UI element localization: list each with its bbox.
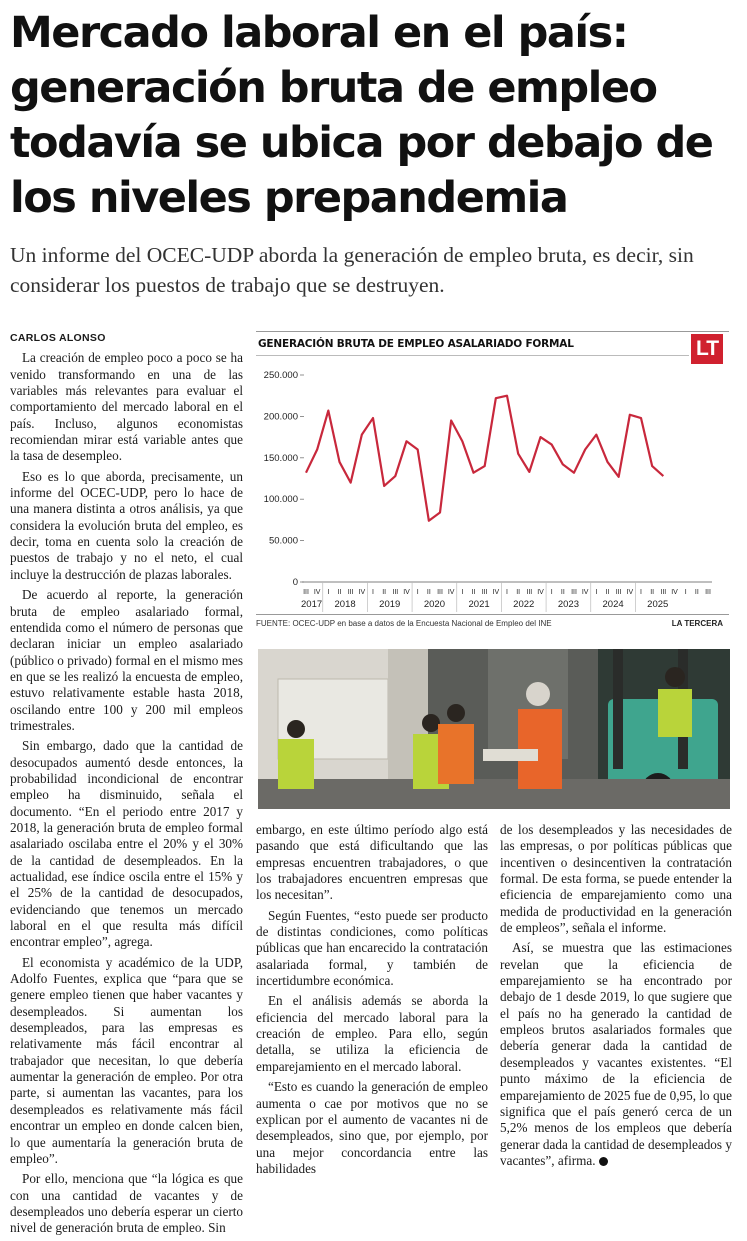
employment-chart <box>256 331 729 636</box>
paragraph: embargo, en este último período algo está pasando que está dificultando que las empresas encuentren trabajadores, o que los trabajadores encuentren empresas que los necesitan”. <box>256 822 488 903</box>
x-tick-label: IV <box>626 589 634 596</box>
x-tick-label: I <box>684 589 687 596</box>
chart-bottom-rule <box>256 614 729 615</box>
headline: Mercado laboral en el país: generación bruta de empleo todavía se ubica por debajo de los niveles prepandemia <box>10 8 713 223</box>
x-tick-label: III <box>347 589 354 596</box>
year-label: 2021 <box>468 599 490 610</box>
la-tercera-logo: LT <box>691 334 723 364</box>
x-tick-label: IV <box>492 589 500 596</box>
y-tick-label: 150.000 <box>263 452 298 464</box>
x-tick-label: II <box>382 589 387 596</box>
x-tick-label: III <box>481 589 488 596</box>
x-tick-label: II <box>605 589 610 596</box>
x-tick-label: I <box>595 589 598 596</box>
x-tick-label: IV <box>313 589 321 596</box>
x-tick-label: II <box>426 589 431 596</box>
chart-title: GENERACIÓN BRUTA DE EMPLEO ASALARIADO FORMAL <box>258 338 574 350</box>
x-tick-label: III <box>660 589 667 596</box>
byline: CARLOS ALONSO <box>10 332 106 344</box>
x-tick-label: III <box>392 589 399 596</box>
x-tick-label: II <box>694 589 699 596</box>
year-label: 2018 <box>334 599 356 610</box>
end-mark-icon: P <box>599 1157 608 1166</box>
chart-plot <box>256 331 729 616</box>
year-label: 2025 <box>647 599 669 610</box>
x-tick-label: I <box>506 589 508 596</box>
x-tick-label: IV <box>358 589 366 596</box>
x-tick-label: III <box>705 589 711 596</box>
x-tick-label: II <box>471 589 476 596</box>
x-tick-label: I <box>327 589 330 596</box>
article-column-3 <box>500 822 732 1173</box>
x-tick-label: IV <box>581 589 589 596</box>
y-tick-label: 250.000 <box>263 370 298 381</box>
x-tick-label: II <box>516 589 521 596</box>
series-line <box>306 396 663 521</box>
deck-subtitle: Un informe del OCEC-UDP aborda la generación de empleo bruta, es decir, sin considerar los puestos de trabajo que se destruyen. <box>10 243 694 297</box>
year-label: 2024 <box>602 599 624 610</box>
paragraph: “Esto es cuando la generación de empleo aumenta o cae por motivos que no se explican por el aumento de vacantes ni de desempleados, sino que, por ejemplo, por una mejor concordancia entre las habilidades <box>256 1079 488 1176</box>
paragraph: Sin embargo, dado que la cantidad de desocupados aumentó desde entonces, la probabilidad incondicional de encontrar empleo ha disminuido, señala el documento. “En el periodo entre 2017 y 2018, la generación bruta de empleo formal asalariado oscilaba entre el 20% y el 30% de la cantidad de desempleados. En la actualidad, ese índice oscila entre el 15% y el 25% de la cantidad de desocupados, evidenciando que tenemos un mercado laboral en el que resulta más difícil encontrar empleo”, agrega. <box>10 738 243 950</box>
x-tick-label: III <box>437 589 443 596</box>
year-label: 2020 <box>423 599 445 610</box>
paragraph: Eso es lo que aborda, precisamente, un informe del OCEC-UDP, pero lo hace de una manera distinta a otros análisis, ya que considera la evolución bruta del empleo, es decir, toma en cuenta solo la creación de puestos de trabajo y no el neto, el cual incluye la destrucción de plazas laborales. <box>10 468 243 582</box>
year-label: 2017 <box>301 599 323 610</box>
x-tick-label: I <box>640 589 642 596</box>
article-column-2 <box>256 822 488 1181</box>
x-tick-label: III <box>526 589 533 596</box>
paragraph: de los desempleados y las necesidades de las empresas, o por políticas públicas que incentiven o desincentiven la contratación formal. De esta forma, se puede entender la eficiencia de emparejamiento como una medida de productividad en la generación de empleos”, señala el informe. <box>500 822 732 936</box>
x-tick-label: I <box>550 589 553 596</box>
x-tick-label: IV <box>447 589 455 596</box>
x-tick-label: II <box>650 589 655 596</box>
paragraph: La creación de empleo poco a poco se ha venido transformando en una de las variables más relevantes para evaluar el comportamiento del mercado laboral en el país. Incluso, algunos economistas recomiendan mirar está variable antes que la tasa de desempleo. <box>10 350 243 464</box>
x-tick-label: IV <box>671 589 678 596</box>
year-label: 2019 <box>379 599 401 610</box>
y-tick-label: 0 <box>292 577 298 588</box>
x-tick-label: IV <box>537 589 544 596</box>
paragraph-text: Así, se muestra que las estimaciones revelan que la eficiencia de emparejamiento se ha encontrado por debajo de 1 desde 2019, lo que sugiere que el país no ha generado la cantidad de empleos brutos asalariados formales que debería generar dada la cantidad de desempleados y vacantes existentes. “El punto máximo de la eficiencia de emparejamiento de 2025 fue de 0,95, lo que significa que el país generó cerca de un 5,2% menos de los empleos que debería generar dada la cantidad de desempleados y vacantes”, afirma. <box>500 940 732 1168</box>
year-label: 2023 <box>557 599 579 610</box>
paragraph: De acuerdo al reporte, la generación bruta de empleo asalariado formal, entendida como el número de personas que declaran iniciar un empleo asalariado (público o privado) formal en el mismo mes en que se les realizó la encuesta de empleo, estuvo relativamente estable hasta 2018, oscilando entre 100 y 200 mil empleos trimestrales. <box>10 587 243 733</box>
paragraph <box>500 940 732 1169</box>
paragraph: En el análisis además se aborda la eficiencia del mercado laboral para la creación de empleo. Para ello, según detalla, se utiliza la eficiencia de emparejamiento en el mercado laboral. <box>256 993 488 1074</box>
x-tick-label: III <box>303 589 309 596</box>
x-tick-label: I <box>372 589 374 596</box>
y-tick-label: 200.000 <box>263 411 298 423</box>
workers-photo-image <box>258 649 730 809</box>
x-tick-label: IV <box>403 589 410 596</box>
chart-source: FUENTE: OCEC-UDP en base a datos de la Encuesta Nacional de Empleo del INE <box>256 619 552 628</box>
paragraph: Por ello, menciona que “la lógica es que con una cantidad de vacantes y de desempleados uno debería esperar un cierto nivel de generación bruta de empleo. Sin <box>10 1171 243 1236</box>
paragraph: El economista y académico de la UDP, Adolfo Fuentes, explica que “para que se genere empleo tienen que haber vacantes y desempleados. Si aumentan los desempleados, para las empresas es relativamente más fácil encontrar al trabajador que necesitan, lo que debería aumentar la generación de empleo. Por otra parte, si aumentan las vacantes, para los desempleados es relativamente más fácil encontrar un empleo en donde calcen bien, lo que aumentaría la generación bruta de empleo”. <box>10 954 243 1166</box>
x-tick-label: I <box>416 589 419 596</box>
x-tick-label: I <box>461 589 464 596</box>
y-tick-label: 100.000 <box>263 494 298 506</box>
x-tick-label: III <box>571 589 577 596</box>
y-tick-label: 50.000 <box>268 535 298 547</box>
workers-photo <box>258 649 730 809</box>
year-label: 2022 <box>513 599 535 610</box>
article-column-1 <box>10 330 243 1241</box>
x-tick-label: II <box>560 589 565 596</box>
x-tick-label: III <box>615 589 622 596</box>
paragraph: Según Fuentes, “esto puede ser producto de distintas condiciones, como políticas públicas que han encarecido la contratación asalariada formal, y también de incertidumbre económica. <box>256 907 488 989</box>
x-tick-label: II <box>337 589 342 596</box>
chart-brand: LA TERCERA <box>671 619 723 628</box>
